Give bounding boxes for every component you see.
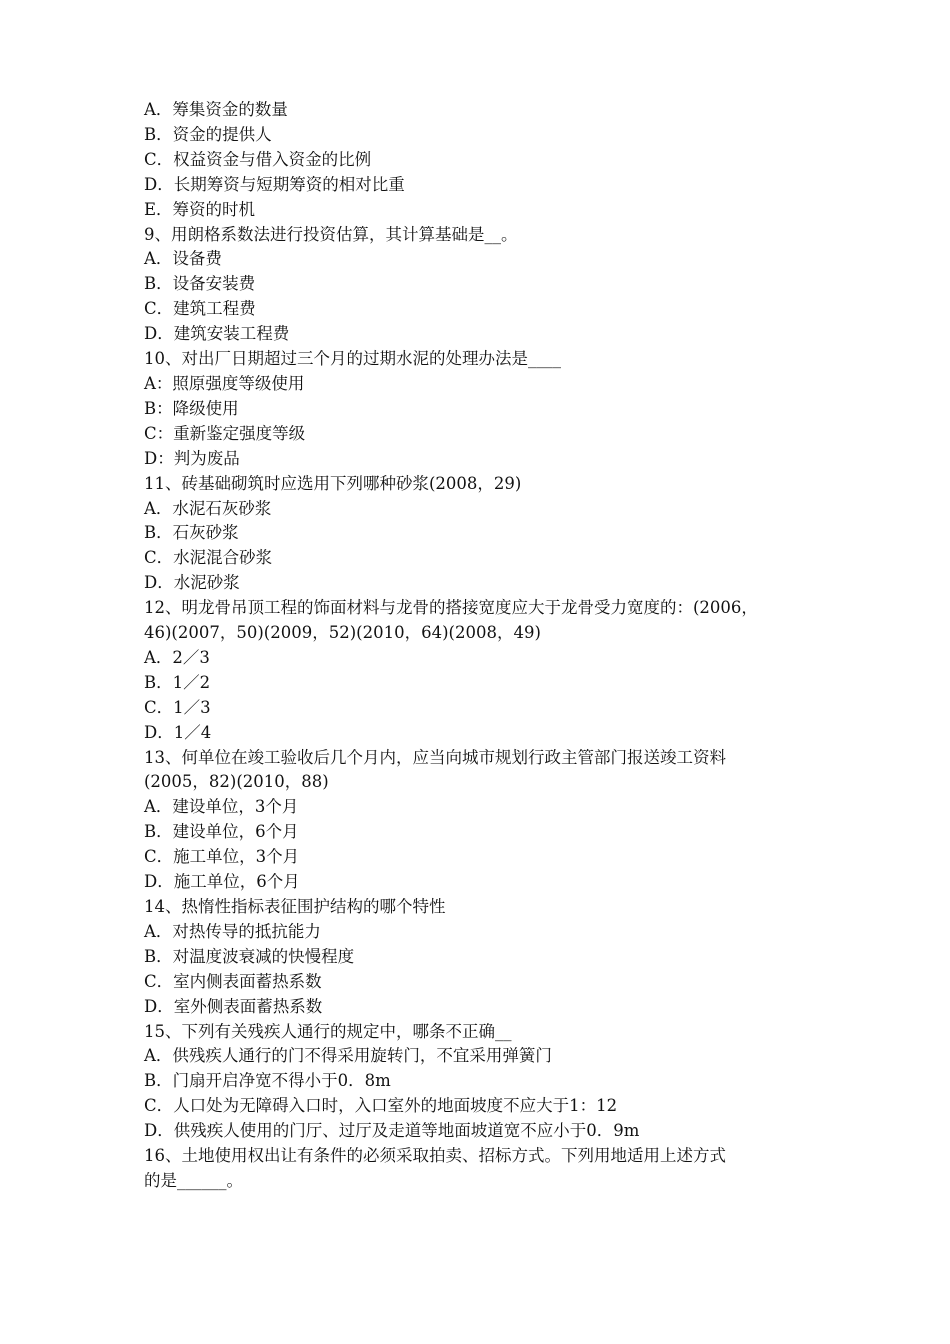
question-line: 46)(2007，50)(2009，52)(2010，64)(2008，49): [144, 623, 541, 643]
text-line: A．2／3: [144, 647, 210, 667]
text-line: D．长期筹资与短期筹资的相对比重: [144, 174, 405, 194]
question-line: 11、砖基础砌筑时应选用下列哪种砂浆(2008，29): [144, 473, 522, 493]
text-line: C．1／3: [144, 697, 211, 717]
text-line: A．供残疾人通行的门不得采用旋转门，不宜采用弹簧门: [144, 1046, 552, 1066]
text-line: A．水泥石灰砂浆: [144, 498, 272, 518]
text-line: A．设备费: [144, 249, 222, 269]
text-line: A．筹集资金的数量: [144, 100, 288, 119]
text-line: B．石灰砂浆: [144, 523, 239, 543]
question-line: 13、何单位在竣工验收后几个月内，应当向城市规划行政主管部门报送竣工资料: [144, 747, 726, 767]
text-line: B．对温度波衰减的快慢程度: [144, 946, 355, 966]
question-line: 10、对出厂日期超过三个月的过期水泥的处理办法是____: [144, 349, 561, 369]
question-line: 14、热惰性指标表征围护结构的哪个特性: [144, 897, 446, 916]
question-line: 15、下列有关残疾人通行的规定中，哪条不正确__: [144, 1021, 512, 1041]
text-line: D．施工单位，6个月: [144, 872, 300, 892]
question-line: (2005，82)(2010，88): [144, 772, 329, 792]
text-line: D．建筑安装工程费: [144, 324, 290, 344]
text-line: A．建设单位，3个月: [144, 797, 299, 817]
text-line: B．设备安装费: [144, 274, 256, 294]
text-line: D．室外侧表面蓄热系数: [144, 996, 323, 1016]
text-line: C．权益资金与借入资金的比例: [144, 149, 372, 169]
question-line: 9、用朗格系数法进行投资估算，其计算基础是__。: [144, 224, 518, 244]
text-line: E．筹资的时机: [144, 199, 256, 219]
text-line: C．水泥混合砂浆: [144, 548, 273, 568]
document-body: [144, 98, 824, 1194]
text-line: B．门扇开启净宽不得小于0．8m: [144, 1071, 391, 1091]
text-line: B．1／2: [144, 672, 211, 692]
text-line: C．室内侧表面蓄热系数: [144, 971, 322, 991]
text-line: D．水泥砂浆: [144, 573, 240, 593]
question-line: 的是______。: [144, 1170, 243, 1190]
question-line: 12、明龙骨吊顶工程的饰面材料与龙骨的搭接宽度应大于龙骨受力宽度的：(2006，: [144, 598, 758, 618]
text-line: C：重新鉴定强度等级: [144, 423, 306, 443]
text-line: D．1／4: [144, 722, 212, 742]
text-line: A．对热传导的抵抗能力: [144, 921, 321, 941]
text-line: A：照原强度等级使用: [144, 373, 305, 393]
text-line: D．供残疾人使用的门厅、过厅及走道等地面坡道宽不应小于0．9m: [144, 1121, 640, 1141]
text-line: C．人口处为无障碍入口时，入口室外的地面坡度不应大于1：12: [144, 1096, 618, 1116]
text-line: D：判为废品: [144, 448, 240, 468]
question-line: 16、土地使用权出让有条件的必须采取拍卖、招标方式。下列用地适用上述方式: [144, 1146, 726, 1166]
text-line: C．建筑工程费: [144, 299, 256, 319]
text-line: B．资金的提供人: [144, 124, 272, 144]
text-line: B：降级使用: [144, 398, 239, 418]
text-line: C．施工单位，3个月: [144, 847, 300, 867]
text-line: B．建设单位，6个月: [144, 822, 299, 842]
